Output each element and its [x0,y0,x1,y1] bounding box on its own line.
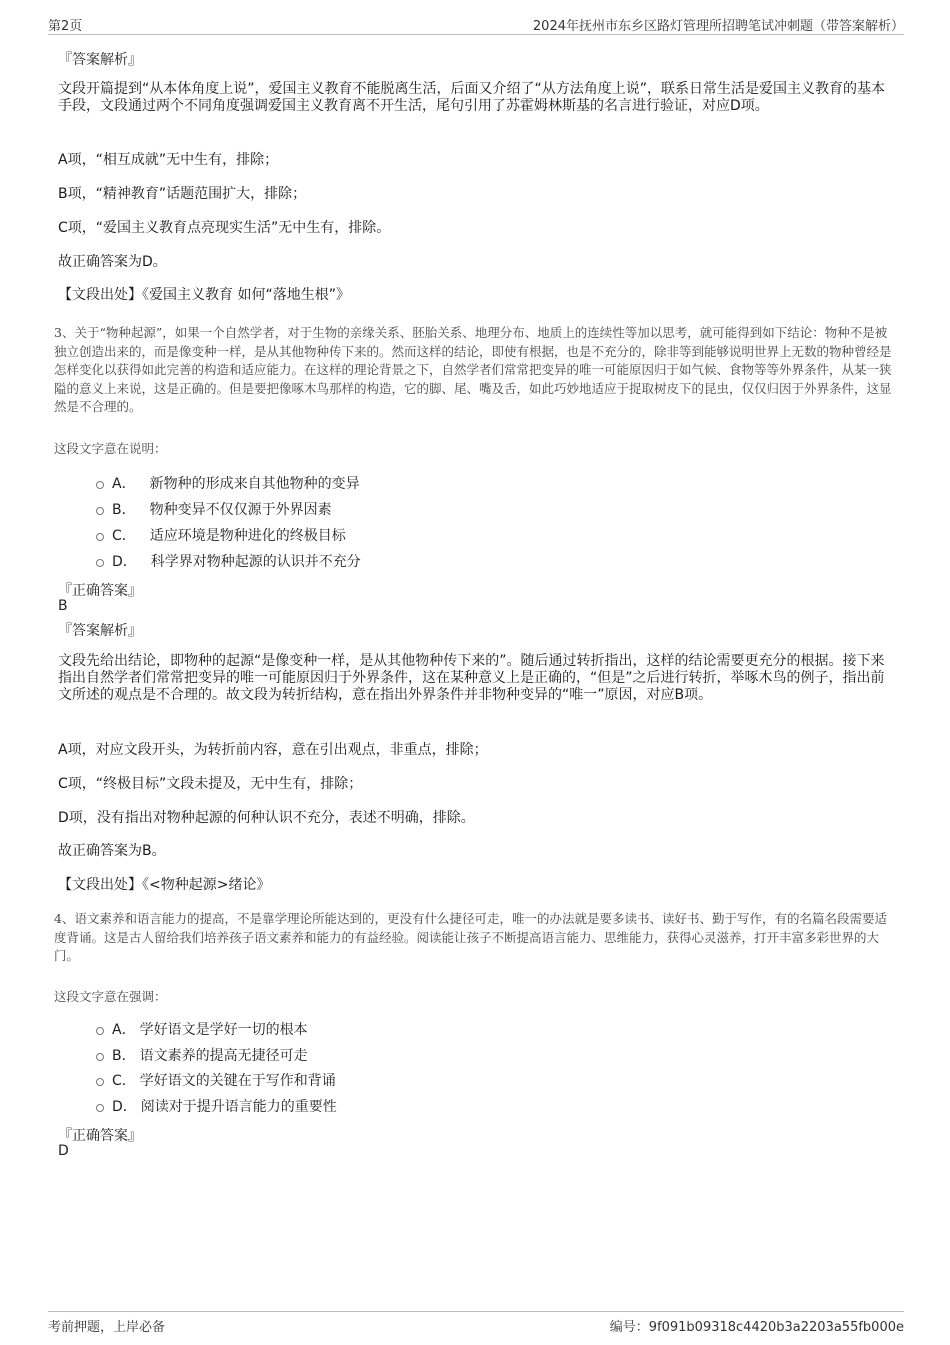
q4-option-b[interactable]: B． 语文素养的提高无捷径可走 [96,1045,308,1065]
q3-option-b[interactable]: B． 物种变异不仅仅源于外界因素 [96,499,332,519]
q3-answer-label: 『正确答案』 [58,583,142,599]
q3-answer: B [58,598,68,614]
q3-prompt: 这段文字意在说明： [54,441,167,456]
q4-option-a[interactable]: A． 学好语文是学好一切的根本 [96,1019,308,1039]
document-id: 编号：9f091b09318c4420b3a2203a55fb000e [609,1320,904,1335]
radio-icon[interactable] [96,559,104,567]
q3-conclusion: 故正确答案为B。 [58,843,166,859]
page-footer [48,1311,904,1334]
document-title: 2024年抚州市东乡区路灯管理所招聘笔试冲刺题（带答案解析） [532,19,904,34]
q3-option-d[interactable]: D． 科学界对物种起源的认识并不充分 [96,551,361,571]
q4-answer: D [58,1143,69,1159]
q2-option-a-explanation: A项，“相互成就”无中生有，排除； [58,152,279,168]
q3-option-a-explanation: A项，对应文段开头，为转折前内容，意在引出观点，非重点，排除； [58,742,488,758]
q3-source: 【文段出处】《<物种起源>绪论》 [58,877,271,893]
q4-option-d[interactable]: D． 阅读对于提升语言能力的重要性 [96,1096,337,1116]
q2-analysis-label: 『答案解析』 [58,52,142,68]
page-header [48,14,904,35]
radio-icon[interactable] [96,481,104,489]
q2-source: 【文段出处】《爱国主义教育 如何“落地生根”》 [58,287,350,303]
q3-option-d-explanation: D项，没有指出对物种起源的何种认识不充分，表述不明确，排除。 [58,810,475,826]
q2-option-b-explanation: B项，“精神教育”话题范围扩大，排除； [58,186,307,202]
q4-prompt: 这段文字意在强调： [54,989,167,1004]
q2-conclusion: 故正确答案为D。 [58,254,167,270]
q4-question-text: 4、语文素养和语言能力的提高，不是靠学理论所能达到的，更没有什么捷径可走，唯一的办法就是要多读书、读好书、勤于写作，有的名篇名段需要适度背诵。这是古人留给我们培养孩子语文素养和能力的有益经验。阅读能让孩子不断提高语言能力、思维能力，获得心灵滋养，打开丰富多彩世界的大门。 [54,911,887,963]
q3-analysis: 文段先给出结论，即物种的起源“是像变种一样，是从其他物种传下来的”。随后通过转折指出，这样的结论需要更充分的根据。接下来指出自然学者们常常把变异的唯一可能原因归于外界条件，这在某种意义上是正确的，“但是”之后进行转折，举啄木鸟的例子，指出前文所述的观点是不合理的。故文段为转折结构，意在指出外界条件并非物种变异的“唯一”原因，对应B项。 [58,653,885,703]
q3-option-c-explanation: C项，“终极目标”文段未提及，无中生有，排除； [58,776,363,792]
page-number: 第2页 [48,19,83,34]
footer-slogan: 考前押题，上岸必备 [48,1320,166,1335]
q2-analysis: 文段开篇提到“从本体角度上说”，爱国主义教育不能脱离生活，后面又介绍了“从方法角度上说”，联系日常生活是爱国主义教育的基本手段，文段通过两个不同角度强调爱国主义教育离不开生活，尾句引用了苏霍姆林斯基的名言进行验证，对应D项。 [58,81,886,114]
q2-option-c-explanation: C项，“爱国主义教育点亮现实生活”无中生有，排除。 [58,220,391,236]
radio-icon[interactable] [96,1078,104,1086]
q4-option-c[interactable]: C． 学好语文的关键在于写作和背诵 [96,1070,336,1090]
radio-icon[interactable] [96,507,104,515]
radio-icon[interactable] [96,1104,104,1112]
radio-icon[interactable] [96,1027,104,1035]
q3-option-a[interactable]: A． 新物种的形成来自其他物种的变异 [96,473,360,493]
q3-option-c[interactable]: C． 适应环境是物种进化的终极目标 [96,525,346,545]
radio-icon[interactable] [96,1053,104,1061]
radio-icon[interactable] [96,533,104,541]
q3-question-text: 3、关于“物种起源”，如果一个自然学者，对于生物的亲缘关系、胚胎关系、地理分布、地质上的连续性等加以思考，就可能得到如下结论：物种不是被独立创造出来的，而是像变种一样，是从其他物种传下来的。然而这样的结论，即使有根据，也是不充分的，除非等到能够说明世界上无数的物种曾经是怎样变化以获得如此完善的构造和适应能力。在这样的理论背景之下，自然学者们常常把变异的唯一可能原因归于如气候、食物等等外界条件，从某一狭隘的意义上来说，这是正确的。但是要把像啄木鸟那样的构造，它的脚、尾、嘴及舌，如此巧妙地适应于捉取树皮下的昆虫，仅仅归因于外界条件，这显然是不合理的。 [54,325,892,414]
q4-answer-label: 『正确答案』 [58,1128,142,1144]
q3-analysis-label: 『答案解析』 [58,623,142,639]
